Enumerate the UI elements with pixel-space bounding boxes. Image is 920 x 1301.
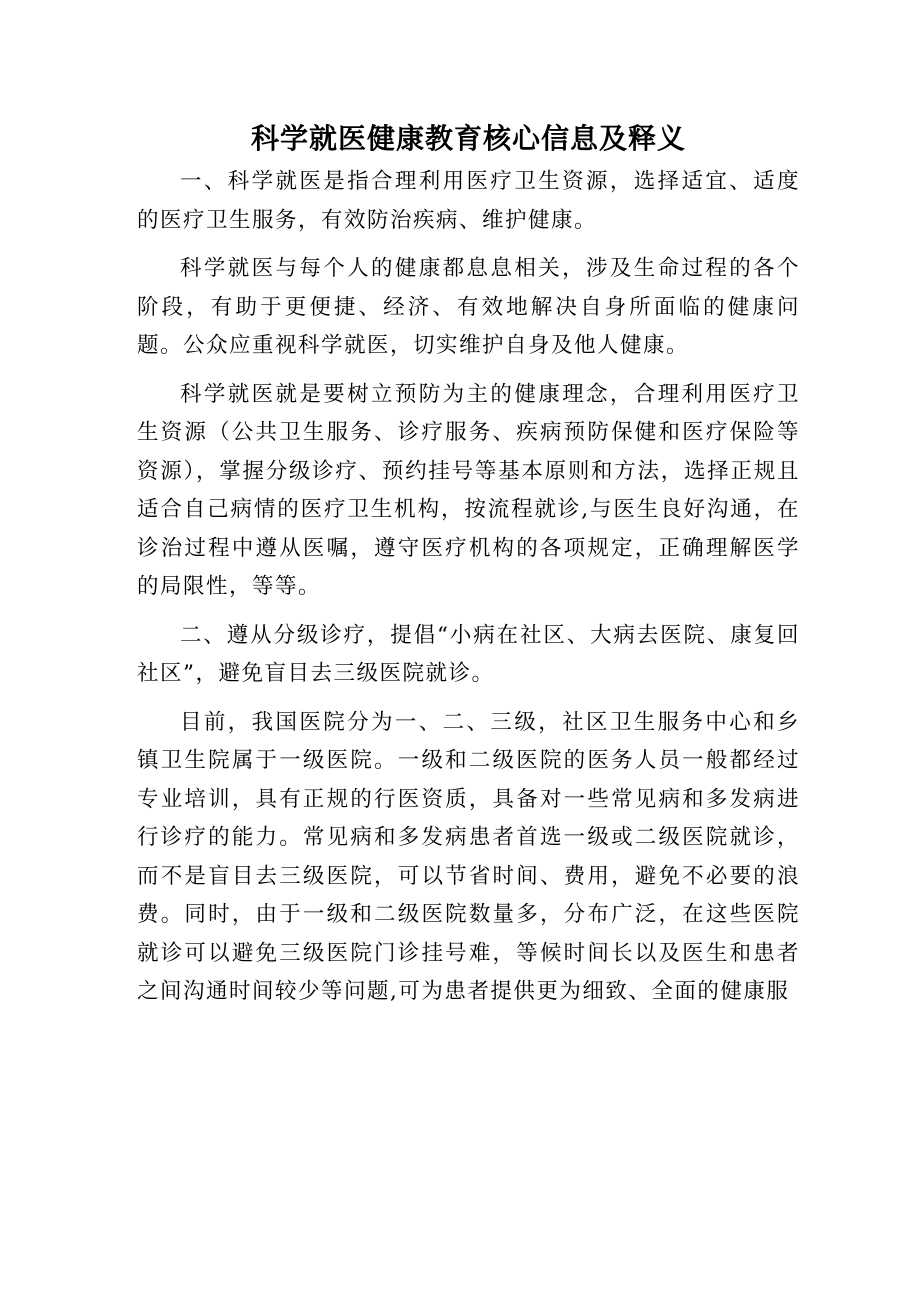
paragraph-importance: 科学就医与每个人的健康都息息相关，涉及生命过程的各个阶段，有助于更便捷、经济、有效地解决自身所面临的健康问题。公众应重视科学就医，切实维护自身及他人健康。: [137, 256, 800, 358]
document-title: 科学就医健康教育核心信息及释义: [250, 122, 686, 155]
paragraph-definition: 一、科学就医是指合理利用医疗卫生资源，选择适宜、适度的医疗卫生服务，有效防治疾病、维护健康。: [137, 169, 800, 233]
document-body: [137, 163, 800, 1012]
paragraph-principles: 科学就医就是要树立预防为主的健康理念，合理利用医疗卫生资源（公共卫生服务、诊疗服务、疾病预防保健和医疗保险等资源），掌握分级诊疗、预约挂号等基本原则和方法，选择正规且适合自己病情的医疗卫生机构，按流程就诊,与医生良好沟通，在诊治过程中遵从医嘱，遵守医疗机构的各项规定，正确理解医学的局限性，等等。: [137, 381, 800, 599]
paragraph-hospital-levels: 目前，我国医院分为一、二、三级，社区卫生服务中心和乡镇卫生院属于一级医院。一级和二级医院的医务人员一般都经过专业培训，具有正规的行医资质，具备对一些常见病和多发病进行诊疗的能力。常见病和多发病患者首选一级或二级医院就诊，而不是盲目去三级医院，可以节省时间、费用，避免不必要的浪费。同时，由于一级和二级医院数量多，分布广泛，在这些医院就诊可以避免三级医院门诊挂号难，等候时间长以及医生和患者之间沟通时间较少等问题,可为患者提供更为细致、全面的健康服: [137, 709, 800, 1004]
paragraph-tiered-care: 二、遵从分级诊疗，提倡“小病在社区、大病去医院、康复回社区”，避免盲目去三级医院就诊。: [137, 622, 800, 686]
